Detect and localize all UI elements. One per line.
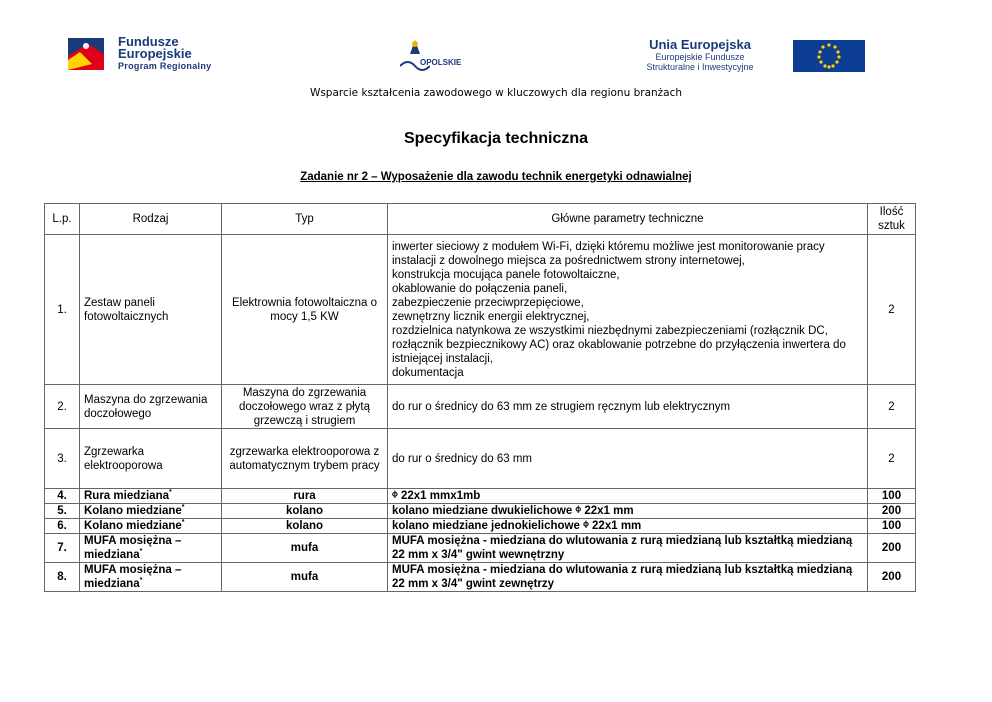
eu-flag-icon — [793, 40, 865, 72]
logos-bar — [0, 0, 992, 80]
specification-table — [44, 203, 916, 592]
header-qty: Ilość sztuk — [868, 204, 916, 235]
rodzaj-text: Kolano miedziane — [84, 505, 182, 517]
footnote-mark: * — [139, 548, 143, 556]
param-line: inwerter sieciowy z modułem Wi-Fi, dzięki któremu możliwe jest monitorowanie pracy instalacji z dowolnego miejsca za pośrednictwem strony internetowej, — [392, 240, 825, 267]
header-rodzaj: Rodzaj — [80, 204, 222, 235]
opolskie-logo — [390, 38, 490, 78]
row-qty: 2 — [868, 385, 916, 429]
project-subtitle: Wsparcie kształcenia zawodowego w kluczowych dla regionu branżach — [309, 87, 683, 99]
table-row — [45, 429, 916, 489]
table-row — [45, 534, 916, 563]
opolskie-text: OPOLSKIE — [420, 58, 462, 67]
rodzaj-text: Rura miedziana — [84, 490, 169, 502]
row-params: do rur o średnicy do 63 mm — [388, 429, 868, 489]
ue-line1: Unia Europejska — [649, 37, 751, 52]
row-rodzaj: Maszyna do zgrzewania doczołowego — [80, 385, 222, 429]
table-row — [45, 489, 916, 504]
header-typ: Typ — [222, 204, 388, 235]
param-line: okablowanie do połączenia paneli, — [392, 282, 568, 295]
param-line: dokumentacja — [392, 366, 464, 379]
row-lp: 6. — [45, 519, 80, 534]
rodzaj-text: MUFA mosiężna – miedziana — [84, 564, 182, 590]
row-typ: kolano — [222, 519, 388, 534]
row-lp: 8. — [45, 563, 80, 592]
row-rodzaj — [80, 489, 222, 504]
table-row — [45, 519, 916, 534]
param-line: zewnętrzny licznik energii elektrycznej, — [392, 310, 590, 323]
row-rodzaj — [80, 504, 222, 519]
row-params: MUFA mosiężna - miedziana do wlutowania z rurą miedzianą lub kształtką miedzianą 22 mm x 3/4" gwint zewnętrzy — [388, 563, 868, 592]
row-qty: 100 — [868, 519, 916, 534]
page-title: Specyfikacja techniczna — [403, 130, 589, 147]
row-lp: 5. — [45, 504, 80, 519]
table-row — [45, 235, 916, 385]
row-params: ᶲ 22x1 mmx1mb — [388, 489, 868, 504]
table-header-row — [45, 204, 916, 235]
ue-line2: Europejskie Fundusze — [655, 52, 745, 62]
row-typ: mufa — [222, 534, 388, 563]
row-rodzaj — [80, 534, 222, 563]
row-rodzaj: Zgrzewarka elektrooporowa — [80, 429, 222, 489]
fe-line1: Fundusze — [118, 34, 179, 49]
row-rodzaj — [80, 563, 222, 592]
rodzaj-text: Kolano miedziane — [84, 520, 182, 532]
unia-europejska-logo — [615, 38, 885, 78]
footnote-mark: * — [181, 504, 185, 512]
row-typ: mufa — [222, 563, 388, 592]
fe-line3: Program Regionalny — [118, 61, 212, 71]
row-qty: 100 — [868, 489, 916, 504]
footnote-mark: * — [139, 577, 143, 585]
row-qty: 2 — [868, 235, 916, 385]
header-params: Główne parametry techniczne — [388, 204, 868, 235]
row-lp: 7. — [45, 534, 80, 563]
row-lp: 3. — [45, 429, 80, 489]
row-qty: 200 — [868, 504, 916, 519]
row-qty: 200 — [868, 563, 916, 592]
header-lp: L.p. — [45, 204, 80, 235]
row-lp: 1. — [45, 235, 80, 385]
task-heading: Zadanie nr 2 – Wyposażenie dla zawodu technik energetyki odnawialnej — [300, 171, 692, 183]
ue-line3: Strukturalne i Inwestycyjne — [646, 62, 754, 72]
table-row — [45, 385, 916, 429]
row-qty: 2 — [868, 429, 916, 489]
row-params: do rur o średnicy do 63 mm ze strugiem ręcznym lub elektrycznym — [388, 385, 868, 429]
param-line: konstrukcja mocująca panele fotowoltaiczne, — [392, 268, 620, 281]
footnote-mark: * — [169, 489, 172, 497]
row-typ: Maszyna do zgrzewania doczołowego wraz z płytą grzewczą i strugiem — [222, 385, 388, 429]
row-typ: kolano — [222, 504, 388, 519]
row-params: kolano miedziane jednokielichowe ᶲ 22x1 mm — [388, 519, 868, 534]
table-row — [45, 504, 916, 519]
row-typ: zgrzewarka elektrooporowa z automatycznym trybem pracy — [222, 429, 388, 489]
table-row — [45, 563, 916, 592]
param-line: zabezpieczenie przeciwprzepięciowe, — [392, 296, 584, 309]
row-params: MUFA mosiężna - miedziana do wlutowania z rurą miedzianą lub kształtką miedzianą 22 mm x 3/4" gwint wewnętrzny — [388, 534, 868, 563]
param-line: rozdzielnica natynkowa ze wszystkimi niezbędnymi zabezpieczeniami (rozłącznik DC, rozłącznik bezpiecznikowy AC) oraz okablowanie potrzebne do przyłączenia inwertera do istniejącej instalacji, — [392, 324, 846, 365]
row-qty: 200 — [868, 534, 916, 563]
row-rodzaj: Zestaw paneli fotowoltaicznych — [80, 235, 222, 385]
row-params: kolano miedziane dwukielichowe ᶲ 22x1 mm — [388, 504, 868, 519]
row-lp: 4. — [45, 489, 80, 504]
row-rodzaj — [80, 519, 222, 534]
rodzaj-text: MUFA mosiężna – miedziana — [84, 535, 182, 561]
row-lp: 2. — [45, 385, 80, 429]
row-typ: rura — [222, 489, 388, 504]
footnote-mark: * — [181, 519, 185, 527]
fundusze-europejskie-logo — [66, 34, 256, 78]
row-params — [388, 235, 868, 385]
fe-line2: Europejskie — [118, 46, 192, 61]
row-typ: Elektrownia fotowoltaiczna o mocy 1,5 KW — [222, 235, 388, 385]
fe-flag-icon — [66, 34, 106, 74]
